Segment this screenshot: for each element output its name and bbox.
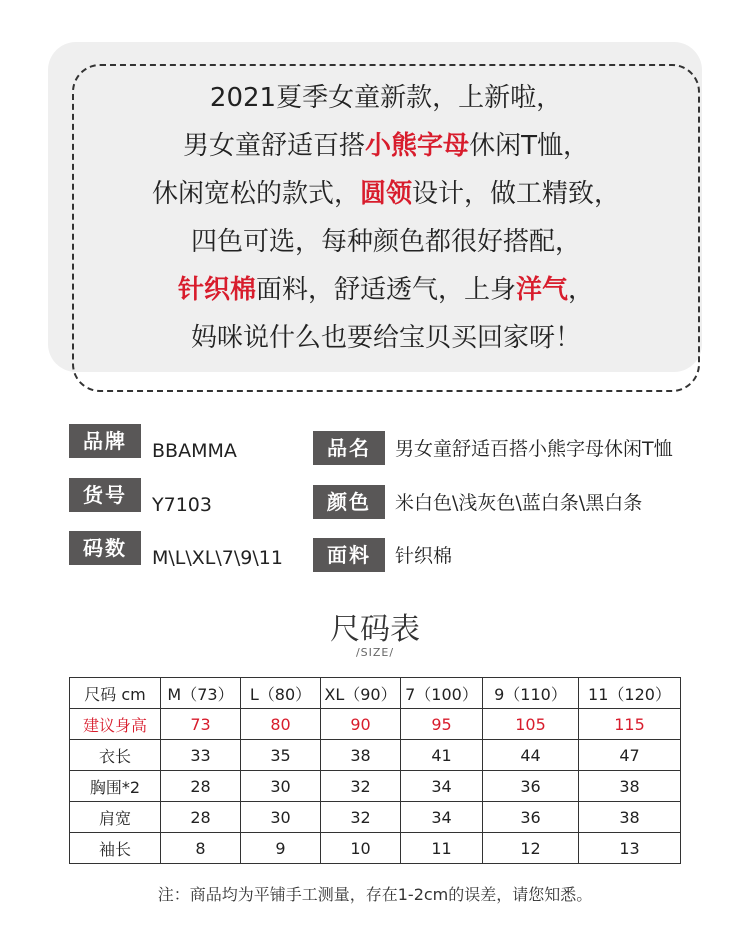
table-cell: 80 <box>241 709 321 740</box>
brand-value: BBAMMA <box>152 440 237 462</box>
table-row-label: 肩宽 <box>70 802 161 833</box>
table-cell: 28 <box>161 771 241 802</box>
table-header-row <box>70 678 681 709</box>
table-cell: 12 <box>483 833 579 864</box>
intro-line <box>72 74 700 122</box>
measurement-note: 注：商品均为平铺手工测量，存在1-2cm的误差，请您知悉。 <box>157 885 593 904</box>
intro-segment: 面料，舒适透气，上身 <box>255 275 516 305</box>
table-row-label: 衣长 <box>70 740 161 771</box>
table-cell: 30 <box>241 771 321 802</box>
size-chart-title: 尺码表 <box>330 612 420 647</box>
table-cell: 28 <box>161 802 241 833</box>
table-row <box>70 740 681 771</box>
table-cell: 11 <box>401 833 483 864</box>
table-row <box>70 802 681 833</box>
intro-segment: 休闲宽松的款式， <box>151 179 360 209</box>
table-cell: 38 <box>321 740 401 771</box>
table-cell: 10 <box>321 833 401 864</box>
table-header-cell: 9（110） <box>483 678 579 709</box>
size-table <box>69 677 681 864</box>
table-row-label: 胸围*2 <box>70 771 161 802</box>
table-cell: 38 <box>579 802 681 833</box>
fabric-label: 面料 <box>313 538 385 572</box>
product-name-value: 男女童舒适百搭小熊字母休闲T恤 <box>395 438 673 460</box>
sku-value: Y7103 <box>152 494 212 516</box>
table-header-cell: XL（90） <box>321 678 401 709</box>
size-value: M\L\XL\7\9\11 <box>152 547 283 569</box>
table-cell: 35 <box>241 740 321 771</box>
table-cell: 38 <box>579 771 681 802</box>
intro-line <box>72 218 700 266</box>
table-header-cell: 11（120） <box>579 678 681 709</box>
table-cell: 41 <box>401 740 483 771</box>
color-label: 颜色 <box>313 485 385 519</box>
intro-line <box>72 122 700 170</box>
color-value: 米白色\浅灰色\蓝白条\黑白条 <box>395 492 643 514</box>
table-cell: 32 <box>321 771 401 802</box>
table-cell: 34 <box>401 802 483 833</box>
intro-highlight: 小熊字母 <box>365 131 470 161</box>
table-header-cell: M（73） <box>161 678 241 709</box>
intro-highlight: 圆领 <box>359 179 412 209</box>
intro-segment: 男女童舒适百搭 <box>183 131 366 161</box>
table-cell: 33 <box>161 740 241 771</box>
sku-label: 货号 <box>69 478 141 512</box>
intro-segment: 休闲T恤， <box>469 131 589 161</box>
intro-highlight: 洋气 <box>516 275 569 305</box>
intro-segment: 妈咪说什么也要给宝贝买回家呀！ <box>190 323 581 353</box>
table-header-cell: 尺码 cm <box>70 678 161 709</box>
fabric-value: 针织棉 <box>395 545 453 567</box>
table-cell: 115 <box>579 709 681 740</box>
table-row <box>70 709 681 740</box>
brand-label: 品牌 <box>69 424 141 458</box>
table-cell: 30 <box>241 802 321 833</box>
intro-segment: 2021夏季女童新款，上新啦， <box>209 83 563 113</box>
intro-text <box>72 74 700 362</box>
table-cell: 36 <box>483 771 579 802</box>
intro-line <box>72 170 700 218</box>
table-cell: 47 <box>579 740 681 771</box>
intro-segment: 四色可选，每种颜色都很好搭配， <box>190 227 581 257</box>
intro-segment: ， <box>568 275 595 305</box>
table-cell: 9 <box>241 833 321 864</box>
table-row-label: 袖长 <box>70 833 161 864</box>
table-row <box>70 771 681 802</box>
table-cell: 32 <box>321 802 401 833</box>
table-cell: 36 <box>483 802 579 833</box>
product-name-label: 品名 <box>313 431 385 465</box>
intro-segment: 设计，做工精致， <box>412 179 621 209</box>
table-header-cell: 7（100） <box>401 678 483 709</box>
table-cell: 34 <box>401 771 483 802</box>
table-cell: 95 <box>401 709 483 740</box>
table-cell: 44 <box>483 740 579 771</box>
size-chart-subtitle: /SIZE/ <box>355 646 395 659</box>
table-cell: 13 <box>579 833 681 864</box>
table-row <box>70 833 681 864</box>
table-header-cell: L（80） <box>241 678 321 709</box>
table-cell: 8 <box>161 833 241 864</box>
table-cell: 105 <box>483 709 579 740</box>
intro-line <box>72 314 700 362</box>
size-label: 码数 <box>69 531 141 565</box>
table-row-label: 建议身高 <box>70 709 161 740</box>
intro-line <box>72 266 700 314</box>
table-cell: 73 <box>161 709 241 740</box>
table-cell: 90 <box>321 709 401 740</box>
intro-highlight: 针织棉 <box>177 275 256 305</box>
